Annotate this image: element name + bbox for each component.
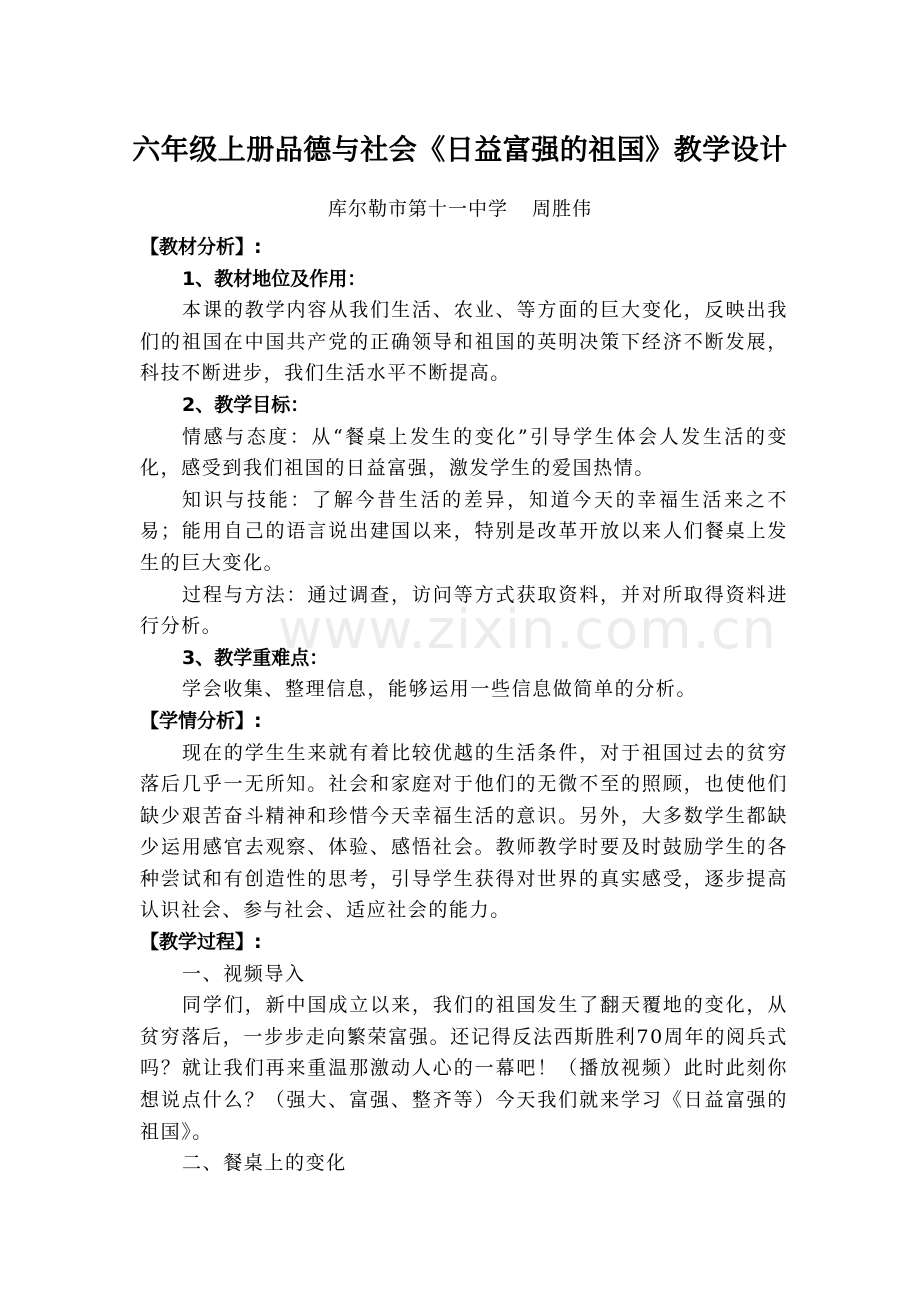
- watermark-text: www.zixin.com.cn: [278, 598, 777, 661]
- paragraph-video-intro: 同学们，新中国成立以来，我们的祖国发生了翻天覆地的变化，从贫穷落后，一步步走向繁荣富强。还记得反法西斯胜利70周年的阅兵式吗？就让我们再来重温那激动人心的一幕吧！（播放视频）此时此刻你想说点什么？（强大、富强、整齐等）今天我们就来学习《日益富强的祖国》。: [140, 994, 788, 1143]
- paragraph-goal-emotion: 情感与态度：从“餐桌上发生的变化”引导学生体会人发生活的变化，感受到我们祖国的日益富强，激发学生的爱国热情。: [140, 425, 788, 480]
- paragraph-goal-knowledge: 知识与技能：了解今昔生活的差异，知道今天的幸福生活来之不易；能用自己的语言说出建国以来，特别是改革开放以来人们餐桌上发生的巨大变化。: [140, 488, 788, 574]
- paragraph-goal-process: 过程与方法：通过调查，访问等方式获取资料，并对所取得资料进行分析。: [140, 583, 788, 638]
- paragraph-learner-analysis: 现在的学生生来就有着比较优越的生活条件，对于祖国过去的贫穷落后几乎一无所知。社会和家庭对于他们的无微不至的照顾，也使他们缺少艰苦奋斗精神和珍惜今天幸福生活的意识。另外，大多数学生都缺少运用感官去观察、体验、感悟社会。教师教学时要及时鼓励学生的各种尝试和有创造性的思考，引导学生获得对世界的真实感受，逐步提高认识社会、参与社会、适应社会的能力。: [140, 741, 788, 922]
- section-heading-textbook-analysis: 【教材分析】:: [140, 236, 262, 258]
- step-title-video-intro: 一、视频导入: [182, 962, 306, 985]
- author-line: [0, 193, 920, 225]
- subsection-title-status: 1、教材地位及作用：: [182, 267, 367, 290]
- author-name: 周胜伟: [532, 198, 593, 220]
- step-title-table-changes: 二、餐桌上的变化: [182, 1152, 347, 1175]
- paragraph-status: 本课的教学内容从我们生活、农业、等方面的巨大变化，反映出我们的祖国在中国共产党的正确领导和祖国的英明决策下经济不断发展，科技不断进步，我们生活水平不断提高。: [140, 299, 788, 385]
- subsection-title-key-points: 3、教学重难点：: [182, 646, 329, 669]
- document-body: [140, 232, 788, 1180]
- section-heading-learner-analysis: 【学情分析】:: [140, 709, 262, 732]
- paragraph-key-points: 学会收集、整理信息，能够运用一些信息做简单的分析。: [182, 678, 698, 701]
- document-title: 六年级上册品德与社会《日益富强的祖国》教学设计: [132, 133, 788, 166]
- subsection-title-goals: 2、教学目标：: [182, 393, 310, 416]
- section-heading-teaching-process: 【教学过程】:: [140, 931, 262, 954]
- school-name: 库尔勒市第十一中学: [327, 198, 508, 220]
